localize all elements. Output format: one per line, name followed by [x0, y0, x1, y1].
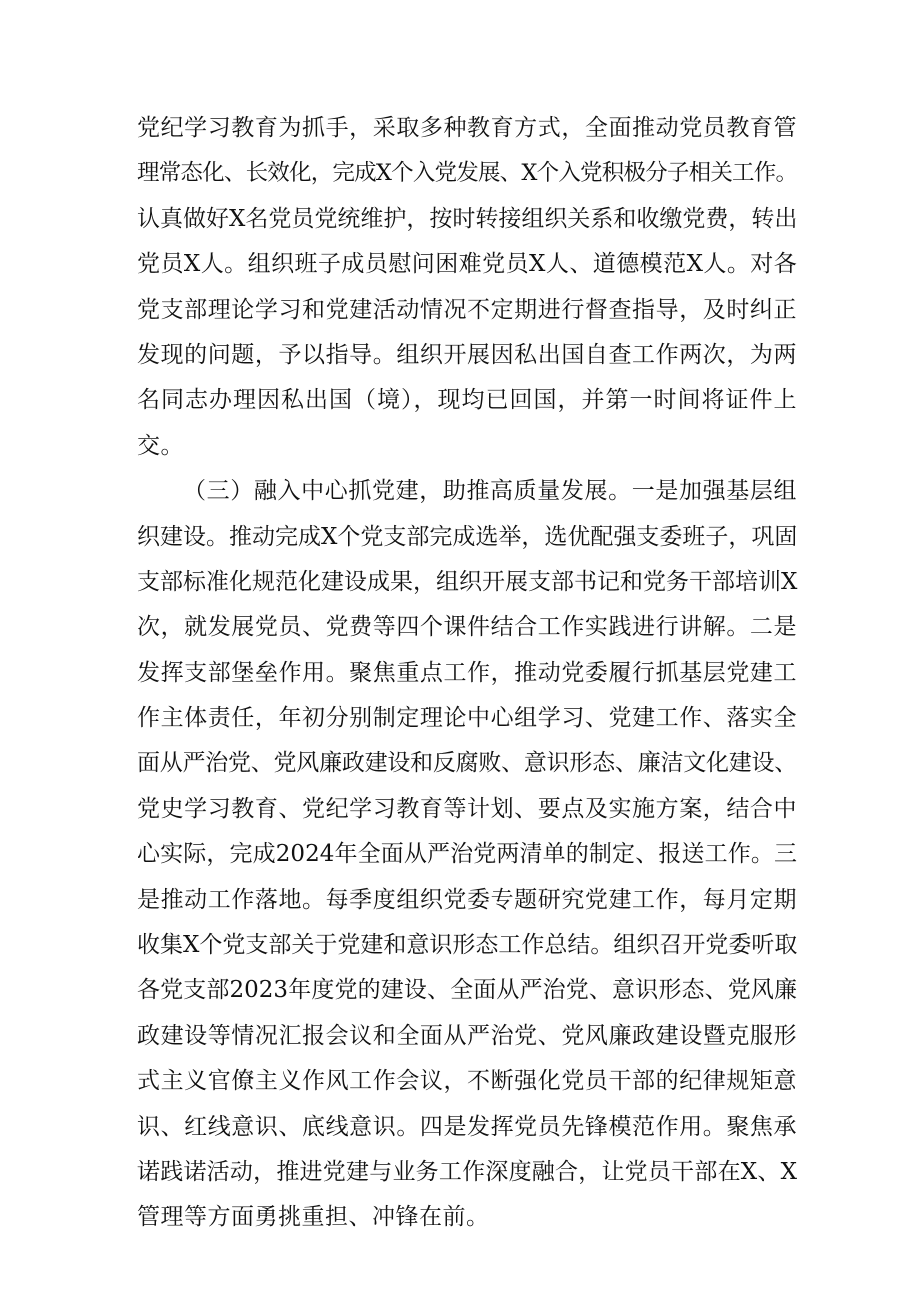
text-line: 党纪学习教育为抓手，采取多种教育方式，全面推动党员教育管	[137, 115, 797, 141]
text-line: 各党支部2023年度党的建设、全面从严治党、意识形态、党风廉	[137, 977, 797, 1004]
text-line: 发挥支部堡垒作用。聚焦重点工作，推动党委履行抓基层党建工	[137, 659, 797, 686]
text-line: 心实际，完成2024年全面从严治党两清单的制定、报送工作。三	[137, 841, 797, 868]
text-line: 管理等方面勇挑重担、冲锋在前。	[137, 1204, 490, 1231]
text-line: 发现的问题，予以指导。组织开展因私出国自查工作两次，为两	[137, 341, 797, 368]
text-line: 织建设。推动完成X个党支部完成选举，选优配强支委班子，巩固	[137, 523, 798, 550]
text-line: 诺践诺活动，推进党建与业务工作深度融合，让党员干部在X、X	[137, 1158, 797, 1185]
text-line: 名同志办理因私出国（境），现均已回国，并第一时间将证件上	[137, 387, 797, 414]
text-line: 支部标准化规范化建设成果，组织开展支部书记和党务干部培训X	[137, 568, 798, 595]
body-text	[137, 106, 797, 1241]
text-line: 认真做好X名党员党统维护，按时转接组织关系和收缴党费，转出	[137, 205, 798, 232]
text-line: 交。	[137, 432, 184, 459]
text-line: 作主体责任，年初分别制定理论中心组学习、党建工作、落实全	[137, 705, 797, 732]
text-line: 次，就发展党员、党费等四个课件结合工作实践进行讲解。二是	[137, 614, 797, 641]
text-line: 式主义官僚主义作风工作会议，不断强化党员干部的纪律规矩意	[137, 1068, 797, 1095]
text-line: 是推动工作落地。每季度组织党委专题研究党建工作，每月定期	[137, 886, 797, 913]
text-line: 面从严治党、党风廉政建设和反腐败、意识形态、廉洁文化建设、	[137, 750, 797, 777]
text-line: 政建设等情况汇报会议和全面从严治党、党风廉政建设暨克服形	[137, 1022, 797, 1049]
text-line: 党支部理论学习和党建活动情况不定期进行督查指导，及时纠正	[137, 296, 797, 323]
text-line: 识、红线意识、底线意识。四是发挥党员先锋模范作用。聚焦承	[137, 1113, 797, 1140]
text-line: 党员X人。组织班子成员慰问困难党员X人、道德模范X人。对各	[137, 251, 797, 278]
text-line: 党史学习教育、党纪学习教育等计划、要点及实施方案，结合中	[137, 795, 797, 822]
text-line: 收集X个党支部关于党建和意识形态工作总结。组织召开党委听取	[137, 932, 798, 959]
text-line: 理常态化、长效化，完成X个入党发展、X个入党积极分子相关工作。	[137, 160, 797, 187]
text-line: （三）融入中心抓党建，助推高质量发展。一是加强基层组	[183, 478, 797, 505]
